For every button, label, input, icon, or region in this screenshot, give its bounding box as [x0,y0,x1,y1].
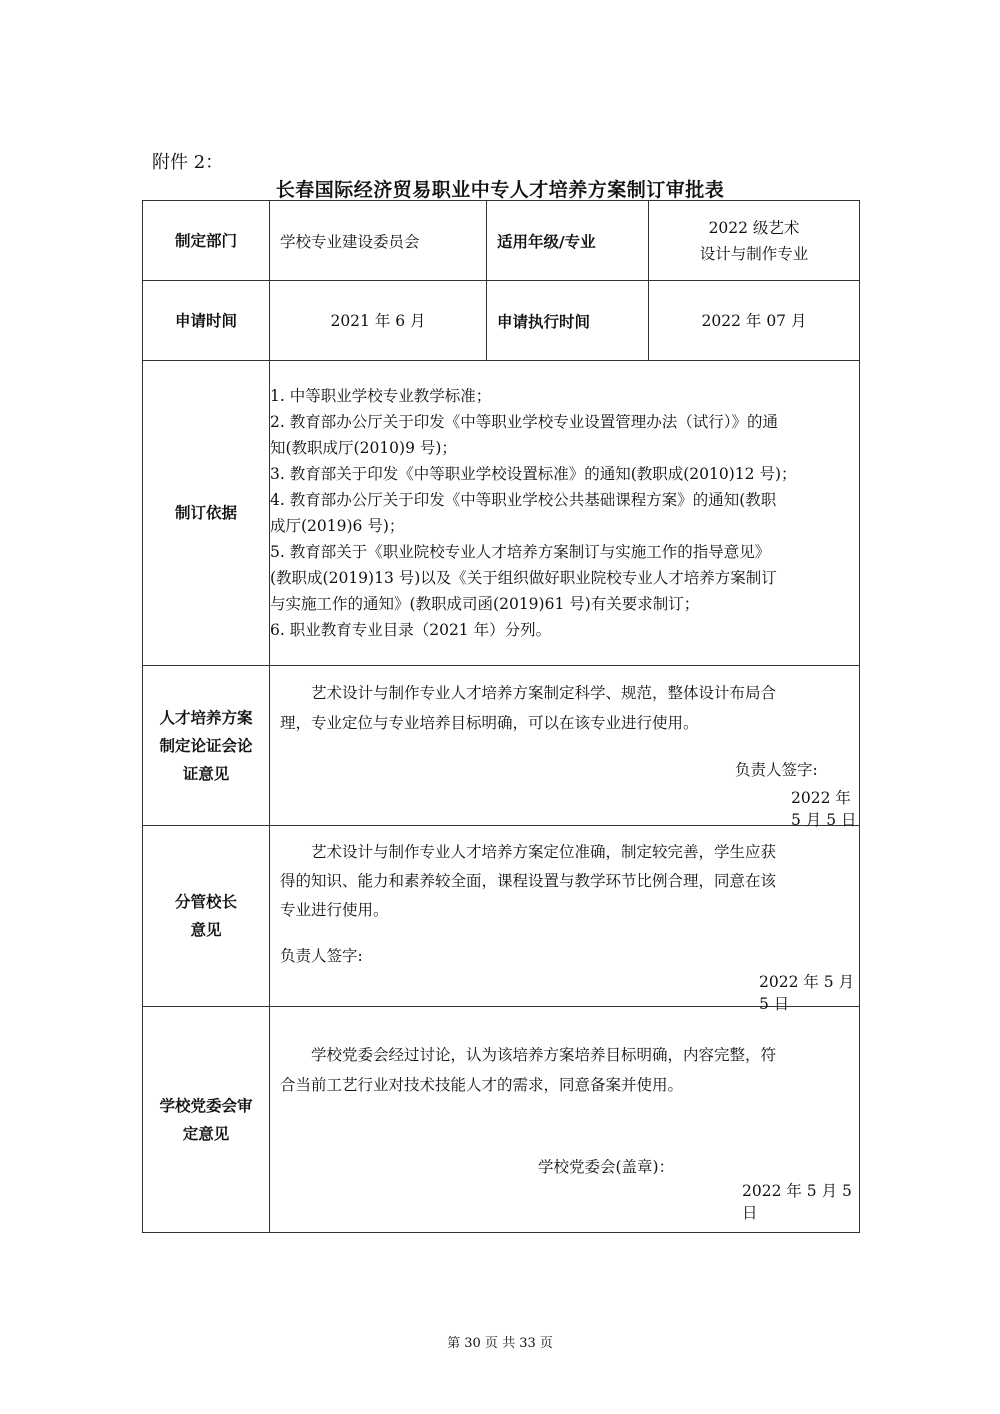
party-committee-text: 学校党委会经过讨论，认为该培养方案培养目标明确，内容完整，符 合当前工艺行业对技术技能人才的需求，同意备案并使用。 [280,1046,777,1094]
basis-line: 6. 职业教育专业目录（2021 年）分列。 [270,621,552,639]
basis-line: 5. 教育部关于《职业院校专业人才培养方案制订与实施工作的指导意见》 [270,543,771,561]
demonstration-text: 艺术设计与制作专业人才培养方案制定科学、规范，整体设计布局合 理，专业定位与专业培养目标明确，可以在该专业进行使用。 [280,684,777,732]
basis-line: 知(教职成厅(2010)9 号)； [270,439,457,457]
party-committee-date: 2022 年 5 月 5 日 [742,1182,852,1222]
row-apply-time [143,281,860,361]
value-execute-time: 2022 年 07 月 [649,281,860,361]
demonstration-opinion [270,666,860,829]
basis-line: 3. 教育部关于印发《中等职业学校设置标准》的通知(教职成(2010)12 号)； [270,465,797,483]
page-footer: 第 30 页 共 33 页 [447,1336,553,1351]
label-demonstration: 人才培养方案 制定论证会论 证意见 [143,666,270,826]
label-basis: 制订依据 [143,361,270,666]
basis-line: 成厅(2019)6 号)； [270,517,405,535]
row-basis [143,361,860,666]
basis-line: 2. 教育部办公厅关于印发《中等职业学校专业设置管理办法（试行）》的通 [270,413,778,431]
approval-form-table [142,200,860,1233]
document-title: 长春国际经济贸易职业中专人才培养方案制订审批表 [275,179,725,201]
party-committee-seal: 学校党委会(盖章)： [538,1158,675,1176]
grade-major-line-2: 设计与制作专业 [699,244,809,263]
basis-line: (教职成(2019)13 号)以及《关于组织做好职业院校专业人才培养方案制订 [270,569,777,587]
value-department: 学校专业建设委员会 [270,201,487,281]
basis-line: 1. 中等职业学校专业教学标准； [270,387,492,405]
principal-text: 艺术设计与制作专业人才培养方案定位准确，制定较完善，学生应获 得的知识、能力和素养较全面，课程设置与教学环节比例合理，同意在该 专业进行使用。 [280,843,777,919]
label-grade-major: 适用年级/专业 [487,201,649,281]
label-principal: 分管校长 意见 [143,826,270,1007]
label-apply-time: 申请时间 [143,281,270,361]
label-execute-time: 申请执行时间 [487,281,649,361]
principal-opinion [270,826,860,1013]
value-grade-major [649,201,860,281]
party-committee-opinion [270,1007,860,1233]
value-apply-time: 2021 年 6 月 [270,281,487,361]
row-demonstration [143,666,860,826]
row-department [143,201,860,281]
demonstration-date: 2022 年 5 月 5 日 [791,789,857,829]
row-party-committee [143,1007,860,1233]
principal-signature: 负责人签字: [280,947,363,965]
demonstration-signature: 负责人签字: [735,761,818,779]
grade-major-line-1: 2022 级艺术 [708,218,800,237]
label-party-committee: 学校党委会审 定意见 [143,1007,270,1233]
label-department: 制定部门 [143,201,270,281]
row-principal [143,826,860,1007]
basis-content [270,361,860,666]
principal-date: 2022 年 5 月 5 日 [759,973,855,1013]
attachment-label: 附件 2： [152,152,224,173]
basis-line: 4. 教育部办公厅关于印发《中等职业学校公共基础课程方案》的通知(教职 [270,491,777,509]
basis-line: 与实施工作的通知》(教职成司函(2019)61 号)有关要求制订； [270,595,700,613]
